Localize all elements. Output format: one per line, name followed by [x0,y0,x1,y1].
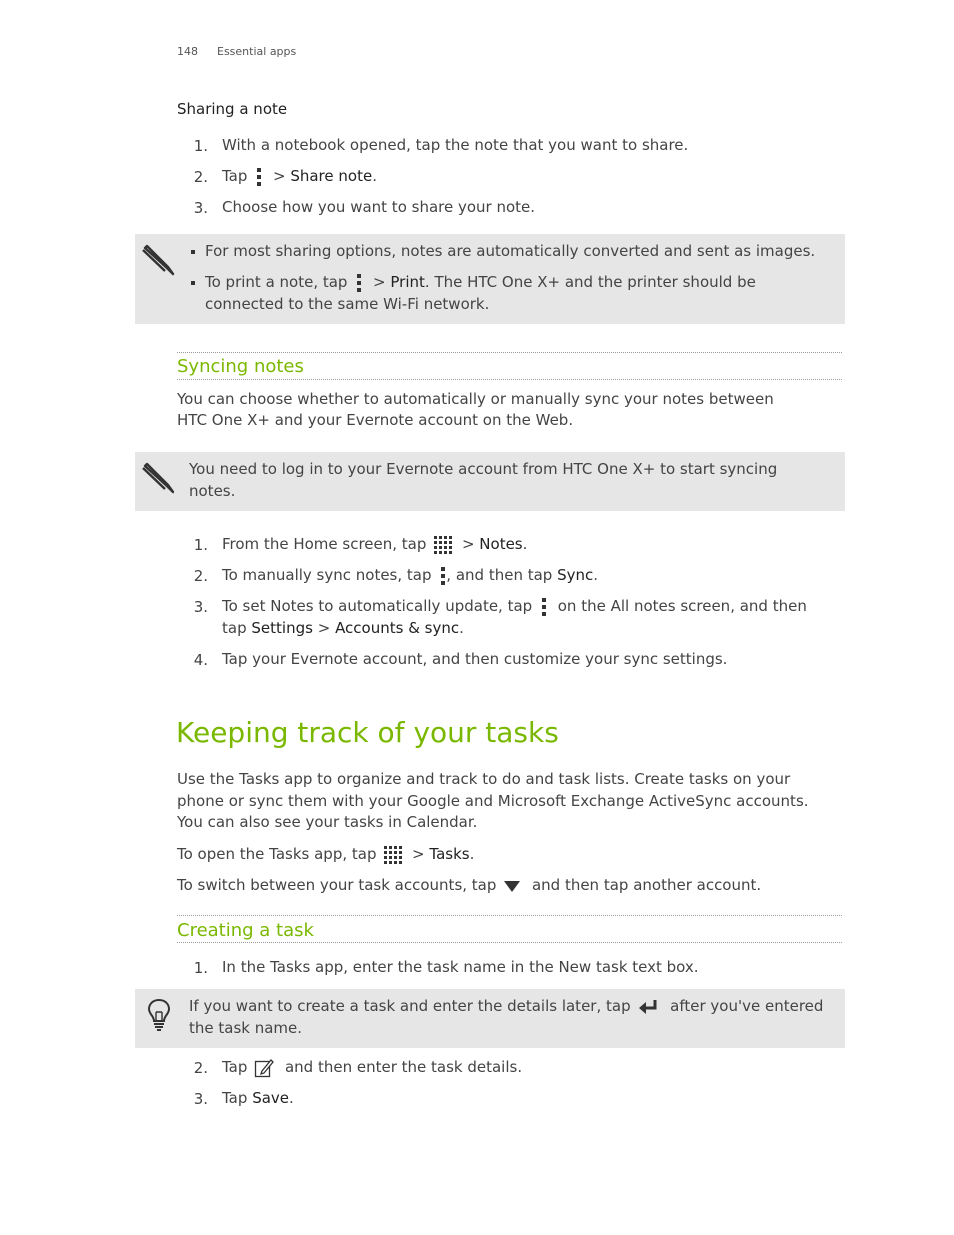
divider [177,942,842,943]
tasks-intro-1: Use the Tasks app to organize and track to do and task lists. Create tasks on your [177,770,791,788]
bullet [191,250,195,254]
edit-icon [254,1058,274,1078]
pencil-icon [141,244,177,276]
step-number: 1. [193,536,208,554]
running-header: Essential apps [217,45,297,58]
tip-line-2: the task name. [189,1019,303,1037]
step-number: 2. [193,168,208,186]
lightbulb-icon [146,998,172,1032]
note-bullet-2: To print a note, tap > Print. The HTC One X+ and the printer should be [205,273,756,291]
step-number: 4. [193,651,208,669]
syncing-note-1: You need to log in to your Evernote account from HTC One X+ to start syncing [189,460,778,478]
step-number: 3. [193,1090,208,1108]
step-number: 1. [193,137,208,155]
syncing-note-2: notes. [189,482,236,500]
tasks-title: Keeping track of your tasks [176,716,559,749]
sharing-step-1: With a notebook opened, tap the note that you want to share. [222,136,689,154]
sharing-step-2: Tap > Share note. [222,167,377,185]
all-apps-grid-icon [383,845,403,865]
step-number: 2. [193,1059,208,1077]
tasks-intro-2: phone or sync them with your Google and Microsoft Exchange ActiveSync accounts. [177,792,809,810]
syncing-intro-1: You can choose whether to automatically or manually sync your notes between [177,390,774,408]
syncing-step-4: Tap your Evernote account, and then customize your sync settings. [222,650,728,668]
menu-kebab-icon [256,167,262,187]
menu-kebab-icon [356,273,362,293]
step-number: 1. [193,959,208,977]
syncing-step-2: To manually sync notes, tap , and then tap Sync. [222,566,599,584]
bullet [191,281,195,285]
tasks-switch: To switch between your task accounts, tap and then tap another account. [177,876,762,894]
step-number: 2. [193,567,208,585]
tip-line-1: If you want to create a task and enter the details later, tap after you've entered [189,997,824,1015]
divider [177,379,842,380]
pencil-icon [141,462,177,494]
syncing-step-3: To set Notes to automatically update, tap on the All notes screen, and then [222,597,807,615]
page-number: 148 [177,45,198,58]
creating-step-1: In the Tasks app, enter the task name in the New task text box. [222,958,699,976]
note-bullet-2-cont: connected to the same Wi-Fi network. [205,295,490,313]
sharing-step-3: Choose how you want to share your note. [222,198,536,216]
sharing-title: Sharing a note [177,100,288,118]
step-number: 3. [193,598,208,616]
creating-step-3: Tap Save. [222,1089,294,1107]
menu-kebab-icon [541,597,547,617]
tasks-intro-3: You can also see your tasks in Calendar. [177,813,478,831]
syncing-step-1: From the Home screen, tap > Notes. [222,535,528,553]
divider [177,352,842,353]
note-bullet-1: For most sharing options, notes are automatically converted and sent as images. [205,242,816,260]
creating-title: Creating a task [177,920,314,941]
all-apps-grid-icon [433,535,453,555]
dropdown-triangle-icon [503,879,521,893]
creating-step-2: Tap and then enter the task details. [222,1058,523,1076]
step-number: 3. [193,199,208,217]
enter-key-icon [637,998,659,1016]
syncing-intro-2: HTC One X+ and your Evernote account on the Web. [177,411,574,429]
syncing-step-3-cont: tap Settings > Accounts & sync. [222,619,464,637]
tasks-open: To open the Tasks app, tap > Tasks. [177,845,475,863]
divider [177,915,842,916]
syncing-title: Syncing notes [177,356,304,377]
